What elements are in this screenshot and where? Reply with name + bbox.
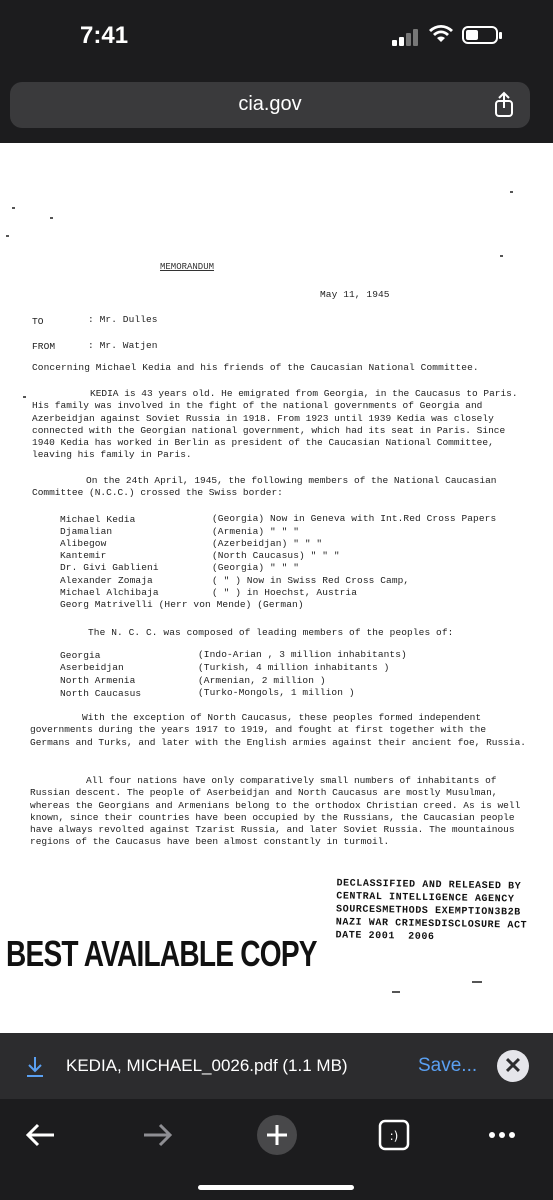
cellular-signal-icon bbox=[392, 28, 422, 46]
clock: 7:41 bbox=[80, 22, 129, 49]
browser-toolbar bbox=[0, 1099, 553, 1200]
from-value: : Mr. Watjen bbox=[88, 340, 158, 351]
member-origin: ( " ) Now in Swiss Red Cross Camp, bbox=[212, 575, 410, 586]
concerning-line: Concerning Michael Kedia and his friends of the Caucasian National Committee. bbox=[32, 362, 479, 373]
member-name: Georg Matrivelli (Herr von Mende) (German) bbox=[60, 599, 304, 610]
people-desc: (Armenian, 2 million ) bbox=[198, 675, 326, 686]
tab-switcher-button[interactable] bbox=[372, 1113, 416, 1157]
people-desc: (Indo-Arian , 3 million inhabitants) bbox=[198, 649, 407, 660]
url-text[interactable]: cia.gov bbox=[238, 93, 302, 115]
member-name: Kantemir bbox=[60, 550, 107, 561]
member-name: Michael Alchibaja bbox=[60, 587, 159, 598]
paragraph-5: All four nations have only comparatively small numbers of inhabitants of Russian descent. The people of Aserbeidjan and North Caucasus are mostly Musulman, whereas the Georgians and Armenians belong to the orthodox Christian creed. As is well known, since their countries have been occupied by the Russians, the Caucasian people have always revolted against Tzarist Russia, and later Soviet Russia. The mountainous regions of the Caucasus have been almost constantly in turmoil. bbox=[30, 775, 521, 848]
plus-icon bbox=[255, 1113, 299, 1157]
from-label: FROM bbox=[32, 341, 56, 352]
paragraph-3: The N. C. C. was composed of leading members of the peoples of: bbox=[88, 627, 454, 638]
forward-arrow-icon bbox=[136, 1113, 180, 1157]
download-filename: KEDIA, MICHAEL_0026.pdf (1.1 MB) bbox=[66, 1056, 348, 1075]
member-name: Alexander Zomaja bbox=[60, 575, 153, 586]
status-bar bbox=[0, 0, 553, 70]
memo-date: May 11, 1945 bbox=[320, 289, 390, 300]
paragraph-2: On the 24th April, 1945, the following members of the National Caucasian Committee (N.C.C.) crossed the Swiss border: bbox=[32, 475, 497, 499]
people-name: North Caucasus bbox=[60, 688, 142, 699]
people-name: North Armenia bbox=[60, 675, 136, 686]
forward-button[interactable] bbox=[136, 1113, 180, 1157]
member-origin: ( " ) in Hoechst, Austria bbox=[212, 587, 358, 598]
paragraph-1: KEDIA is 43 years old. He emigrated from Georgia, in the Caucasus to Paris. His family was involved in the fight of the national governments of Georgia and Azerbeidjan against Soviet Russia in 1918. From 1923 until 1939 Kedia was closely connected with the Georgian national government, which had its seat in Paris. Since 1940 Kedia has worked in Berlin as president of the Caucasian National Committee, leaving his family in Paris. bbox=[32, 388, 518, 461]
member-name: Alibegow bbox=[60, 538, 107, 549]
member-name: Michael Kedia bbox=[60, 514, 136, 525]
people-name: Georgia bbox=[60, 650, 101, 661]
member-origin: (Armenia) " " " bbox=[212, 526, 300, 537]
paragraph-4: With the exception of North Caucasus, these peoples formed independent governments during the years 1917 to 1919, and fought at first together with the Germans and Turks, and later with the English armies against their ancient foe, Russia. bbox=[30, 712, 526, 748]
close-download-button[interactable] bbox=[497, 1050, 529, 1082]
people-desc: (Turko-Mongols, 1 million ) bbox=[198, 687, 355, 698]
back-button[interactable] bbox=[18, 1113, 62, 1157]
member-origin: (Georgia) Now in Geneva with Int.Red Cross Papers bbox=[212, 513, 497, 524]
people-desc: (Turkish, 4 million inhabitants ) bbox=[198, 662, 390, 673]
best-available-copy-stamp: BEST AVAILABLE COPY bbox=[6, 933, 317, 974]
member-name: Dr. Givi Gablieni bbox=[60, 562, 159, 573]
address-bar[interactable] bbox=[10, 82, 530, 128]
new-tab-button[interactable] bbox=[255, 1113, 299, 1157]
to-value: : Mr. Dulles bbox=[88, 314, 158, 325]
wifi-icon bbox=[428, 24, 454, 50]
menu-button[interactable] bbox=[480, 1113, 524, 1157]
member-origin: (Georgia) " " " bbox=[212, 562, 300, 573]
back-arrow-icon bbox=[18, 1113, 62, 1157]
home-indicator bbox=[198, 1185, 354, 1190]
pdf-page bbox=[0, 143, 553, 1033]
member-name: Djamalian bbox=[60, 526, 113, 537]
more-dots-icon bbox=[480, 1113, 524, 1157]
member-origin: (North Caucasus) " " " bbox=[212, 550, 340, 561]
declassification-stamp: DECLASSIFIED AND RELEASED BY CENTRAL INTELLIGENCE AGENCY SOURCESMETHODS EXEMPTION3B2B NAZI WAR CRIMESDISCLOSURE ACT DATE 2001 2006 bbox=[335, 878, 528, 944]
member-origin: (Azerbeidjan) " " " bbox=[212, 538, 323, 549]
tab-switcher-icon bbox=[372, 1113, 416, 1157]
save-button[interactable]: Save... bbox=[418, 1055, 478, 1076]
battery-icon bbox=[462, 26, 498, 44]
svg-text::): :) bbox=[389, 1129, 399, 1143]
download-bar bbox=[0, 1033, 553, 1099]
download-icon bbox=[24, 1055, 46, 1079]
people-name: Aserbeidjan bbox=[60, 662, 124, 673]
close-icon: ✕ bbox=[503, 1053, 523, 1078]
to-label: TO bbox=[32, 316, 44, 327]
memo-heading: MEMORANDUM bbox=[160, 262, 215, 272]
share-icon[interactable] bbox=[488, 89, 520, 121]
